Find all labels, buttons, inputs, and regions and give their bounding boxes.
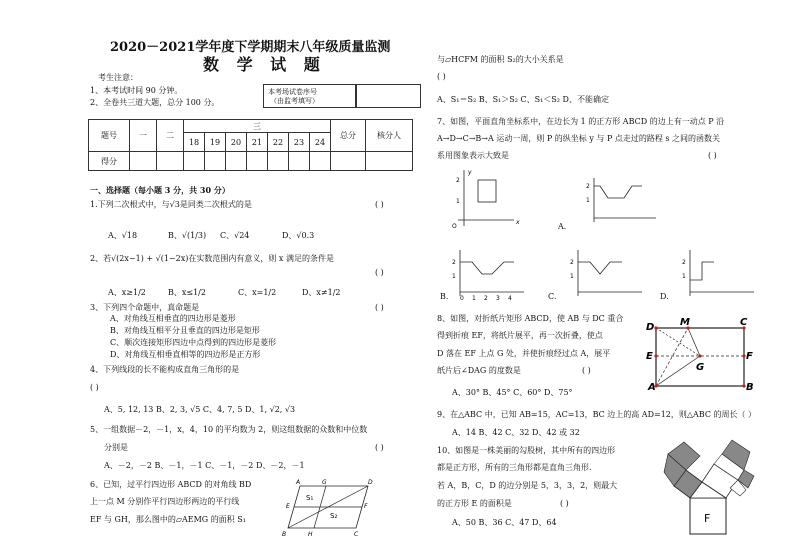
q6-options: A、S₁＝S₂ B、S₁＞S₂ C、S₁＜S₂ D、不能确定	[437, 95, 609, 104]
q7-graph-b	[450, 248, 530, 300]
q7-graph-d-label: D.	[660, 292, 669, 301]
q8-fold-figure	[644, 317, 754, 393]
q7-y-label: y	[468, 169, 472, 176]
score-sub-18: 18	[184, 133, 205, 152]
fig6-e: E	[286, 503, 290, 510]
q7-line3: 系用图象表示大致是	[437, 151, 509, 160]
q2-option-b: B、x≤1/2	[168, 288, 206, 297]
score-header-checker: 核分人	[366, 120, 413, 152]
q7-graph-c	[568, 248, 648, 300]
q10-line3: 若 A，B，C，D 的边分别是 5，3，3，2，则最大	[437, 481, 618, 490]
q10-pythagoras-tree-figure	[660, 436, 760, 536]
score-sub-21: 21	[247, 133, 268, 152]
q10-line1: 10、如图是一株美丽的勾股树，其中所有的四边形	[437, 446, 616, 455]
score-header-2: 二	[157, 120, 184, 152]
q3-paren: ( )	[375, 303, 384, 312]
notice-line-1: 1、本考试时间 90 分钟。	[90, 86, 183, 95]
q2-option-a: A、x≥1/2	[108, 288, 146, 297]
q7-graph-d	[680, 248, 760, 300]
q6-line3: EF 与 GH，那么图中的▱AEMG 的面积 S₁	[90, 515, 246, 524]
q9-stem: 9、在△ABC 中，已知 AB=15，AC=13，BC 边上的高 AD=12，则△ABC 的周长（ ）	[437, 410, 757, 419]
fig6-b: B	[282, 531, 287, 538]
q7-axis-1: 1	[456, 198, 460, 205]
q7-paren: ( )	[708, 151, 717, 160]
q7-line2: A→D→C→B→A 运动一周，则 P 的纵坐标 y 与 P 点走过的路程 s 之间的函数关	[437, 134, 721, 143]
fig8-d: D	[646, 322, 655, 333]
q2-option-d: D、x≠1/2	[302, 288, 341, 297]
q6-paren: ( )	[437, 72, 446, 81]
fig8-b: B	[746, 382, 754, 393]
q1-option-c: C、√24	[220, 231, 250, 240]
notice-heading: 考生注意：	[98, 73, 138, 82]
q3-option-a: A、对角线互相垂直的四边形是菱形	[110, 314, 236, 323]
svg-text:2: 2	[570, 259, 574, 266]
fig6-f: F	[364, 503, 368, 510]
fig8-e: E	[646, 351, 653, 362]
score-sub-23: 23	[289, 133, 310, 152]
q2-paren: ( )	[375, 268, 384, 277]
svg-text:1: 1	[472, 295, 476, 302]
q4-stem: 4、下列线段的长不能构成直角三角形的是	[90, 365, 240, 374]
serial-box-line2: （由监考填写）	[270, 97, 319, 105]
q1-option-a: A、√18	[108, 231, 138, 240]
q8-line3: D 落在 EF 上点 G 处，并使折痕经过点 A，展平	[437, 349, 611, 358]
q7-graph-a	[580, 176, 660, 226]
fig8-g: G	[696, 362, 705, 373]
svg-text:0: 0	[460, 295, 464, 302]
q1-option-d: D、√0.3	[282, 231, 315, 240]
fig10-label-f: F	[704, 512, 711, 525]
score-sub-24: 24	[310, 133, 331, 152]
exam-title: 2020－2021学年度下学期期末八年级质量监测	[110, 40, 391, 55]
subject-title: 数 学 试 题	[203, 55, 326, 74]
svg-text:2: 2	[682, 259, 686, 266]
fig6-a: A	[296, 479, 301, 486]
q10-line2: 都是正方形，所有的三角形都是直角三角形.	[437, 463, 592, 472]
q5-options: A、－2，－2 B、－1，－1 C、－1，－2 D、－2，－1	[104, 461, 305, 470]
fig6-s2: S₂	[330, 512, 338, 520]
section-1-heading: 一、选择题（每小题 3 分，共 30 分）	[90, 185, 230, 195]
q1-option-b: B、√(1/3)	[168, 231, 207, 240]
q7-square-figure	[450, 168, 520, 228]
q1-paren: ( )	[375, 200, 384, 209]
fig6-h: H	[308, 531, 313, 538]
q6-line1: 6、已知，过平行四边形 ABCD 的对角线 BD	[90, 480, 252, 489]
q7-graph-b-label: B.	[440, 292, 449, 301]
svg-text:2: 2	[452, 259, 456, 266]
q7-x-label: x	[516, 219, 520, 226]
q7-axis-2: 2	[456, 177, 460, 184]
score-row-label: 得分	[89, 152, 130, 171]
q6-line2: 上一点 M 分别作平行四边形两边的平行线	[90, 497, 240, 506]
fig8-f: F	[746, 351, 753, 362]
svg-text:1: 1	[570, 273, 574, 280]
fig8-m: M	[680, 317, 690, 328]
q10-paren: ( )	[560, 499, 569, 508]
fig6-s1: S₁	[306, 494, 314, 502]
q2-stem: 2、若√(2x−1) + √(1−2x)在实数范围内有意义，则 x 满足的条件是	[90, 254, 334, 263]
fig8-c: C	[740, 317, 748, 328]
q6-parallelogram-figure	[278, 478, 373, 538]
q10-options: A、50 B、36 C、47 D、64	[452, 518, 557, 527]
serial-box	[263, 84, 357, 108]
q4-options: A、5, 12, 13 B、2, 3, √5 C、4, 7, 5 D、1, √2, √3	[104, 405, 296, 414]
fig8-a: A	[648, 382, 656, 393]
score-sub-19: 19	[205, 133, 226, 152]
q3-stem: 3、下列四个命题中，真命题是	[90, 303, 200, 312]
q1-stem: 1.下列二次根式中，与√3是同类二次根式的是	[90, 200, 252, 209]
q4-paren: ( )	[90, 383, 99, 392]
q7-graph-c-label: C.	[548, 292, 557, 301]
fig6-d: D	[368, 479, 373, 486]
serial-box-line1: 本考场试卷序号	[268, 88, 317, 96]
q3-option-b: B、对角线互相平分且垂直的四边形是矩形	[110, 326, 260, 335]
svg-text:2: 2	[484, 295, 488, 302]
q2-option-c: C、x=1/2	[238, 288, 277, 297]
score-header-3: 三	[184, 120, 331, 133]
q8-line1: 8、如图，对折纸片矩形 ABCD，使 AB 与 DC 重合	[437, 314, 624, 323]
q3-option-c: C、顺次连接矩形四边中点得到的四边形是菱形	[110, 338, 277, 347]
q9-options: A、14 B、42 C、32 D、42 或 32	[452, 428, 580, 437]
q7-line1: 7、如图，平面直角坐标系中，在边长为 1 的正方形 ABCD 的边上有一动点 P 沿	[437, 117, 725, 126]
score-header-1: 一	[130, 120, 157, 152]
score-table	[88, 119, 413, 171]
q8-options: A、30° B、45° C、60° D、75°	[452, 388, 573, 397]
score-header-total: 总分	[331, 120, 366, 152]
svg-text:1: 1	[452, 273, 456, 280]
svg-text:3: 3	[496, 295, 500, 302]
q6-line4: 与▱HCFM 的面积 S₂的大小关系是	[437, 55, 564, 64]
score-sub-22: 22	[268, 133, 289, 152]
serial-input-box	[355, 84, 421, 108]
q5-paren: ( )	[375, 443, 384, 452]
q3-option-d: D、对角线互相垂直相等的四边形是正方形	[110, 350, 261, 359]
fig6-g: G	[322, 479, 327, 486]
q7-origin: O	[452, 223, 457, 230]
notice-line-2: 2、全卷共三道大题，总分 100 分。	[90, 98, 220, 107]
svg-text:4: 4	[508, 295, 512, 302]
q10-line4: 的正方形 E 的面积是	[437, 499, 512, 508]
fig6-c: C	[354, 531, 359, 538]
q8-line4: 纸片后∠DAG 的度数是	[437, 366, 521, 375]
svg-text:2: 2	[586, 183, 590, 190]
svg-text:1: 1	[682, 273, 686, 280]
q8-paren: ( )	[582, 366, 591, 375]
score-header-label: 题号	[89, 120, 130, 152]
q5-stem-line2: 分别是	[104, 443, 128, 452]
q7-graph-a-label: A.	[558, 222, 567, 231]
q5-stem-line1: 5、一组数据－2，－1，x，4，10 的平均数为 2，则这组数据的众数和中位数	[90, 425, 368, 434]
svg-text:1: 1	[586, 197, 590, 204]
score-sub-20: 20	[226, 133, 247, 152]
q8-line2: 得到折痕 EF，将纸片展平，再一次折叠，使点	[437, 331, 603, 340]
